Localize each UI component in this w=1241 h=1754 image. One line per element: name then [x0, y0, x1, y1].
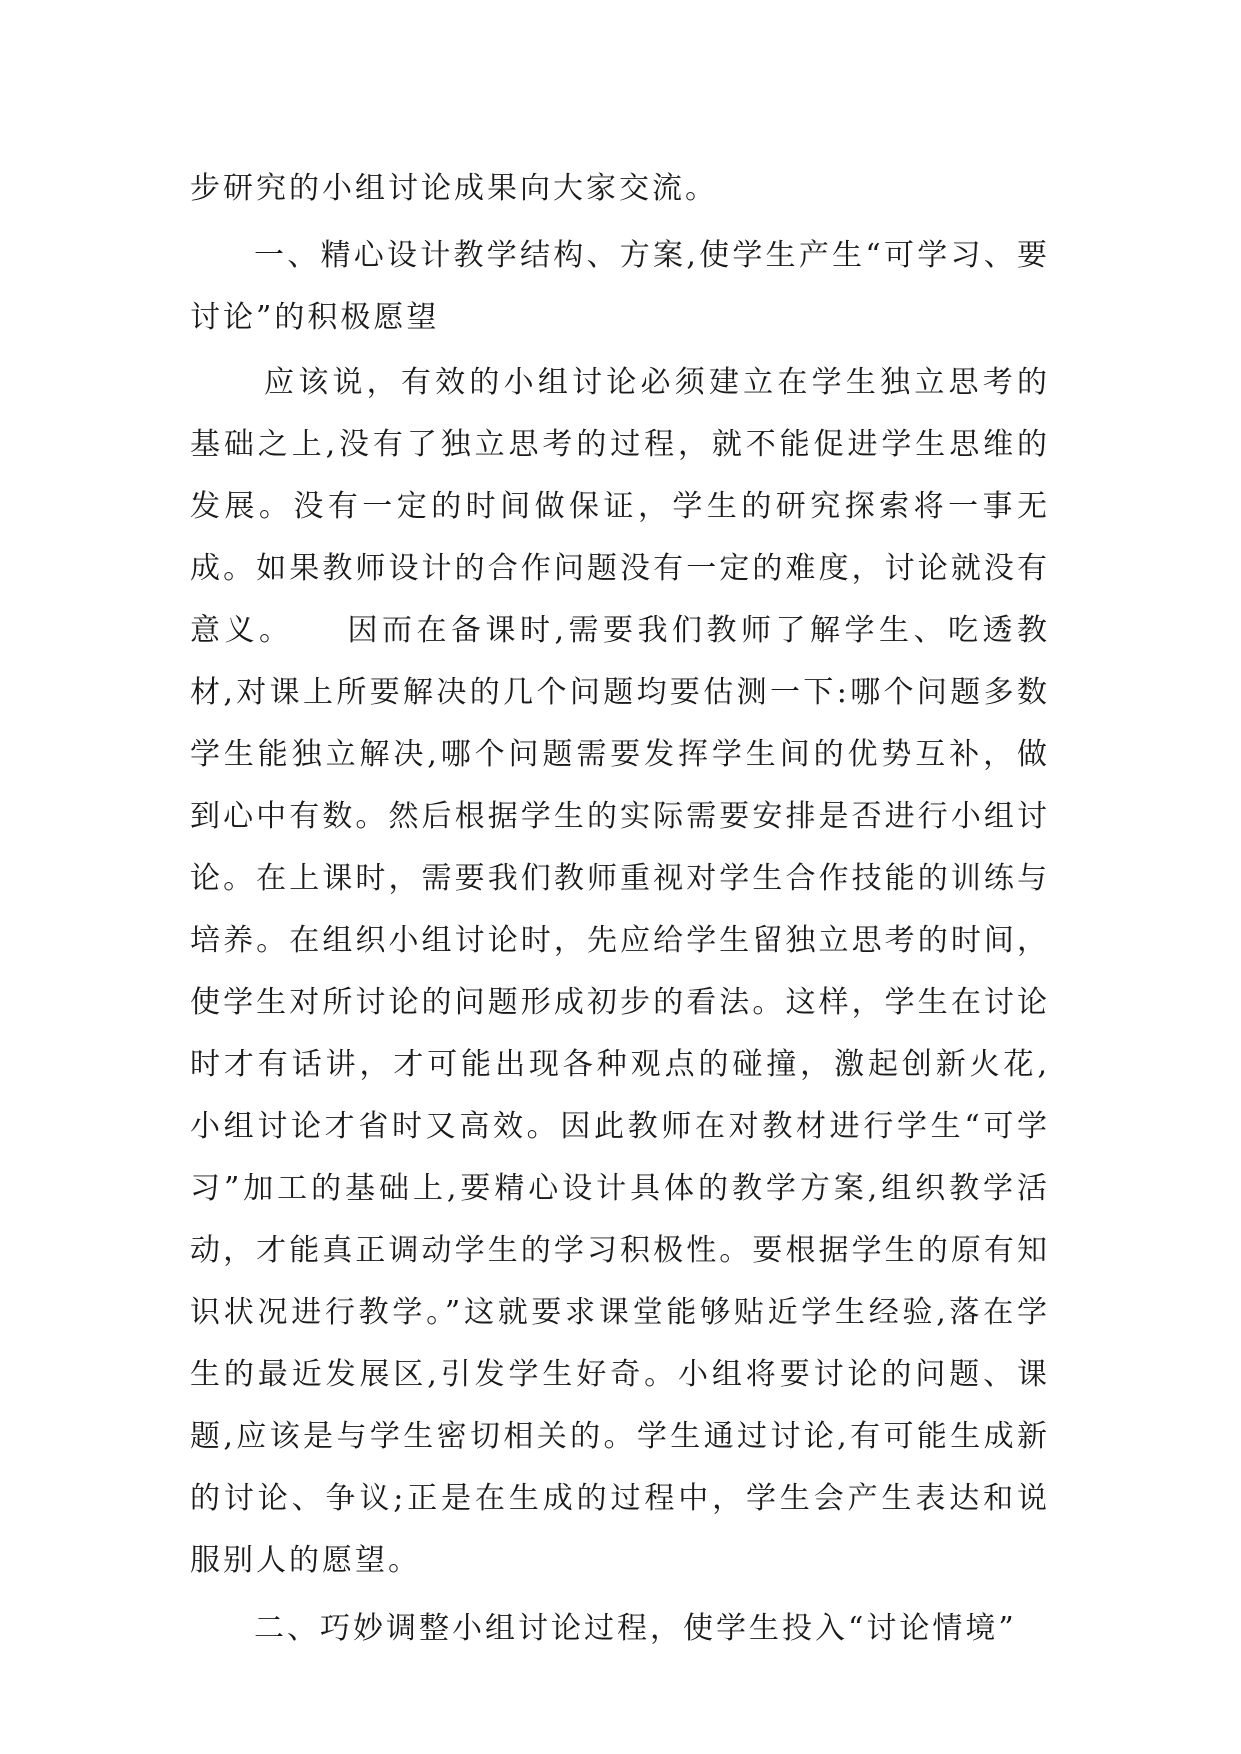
section-heading-two: 二、巧妙调整小组讨论过程，使学生投入“讨论情境”	[254, 1611, 1017, 1646]
text-column	[190, 158, 1050, 1660]
continuation-paragraph: 步研究的小组讨论成果向大家交流。	[190, 171, 718, 206]
section-heading-one: 一、精心设计教学结构、方案,使学生产生“可学习、要讨论”的积极愿望	[190, 238, 1050, 335]
body-paragraph: 应该说，有效的小组讨论必须建立在学生独立思考的基础之上,没有了独立思考的过程，就不能促进学生思维的发展。没有一定的时间做保证，学生的研究探索将一事无成。如果教师设计的合作问题没有一定的难度，讨论就没有意义。 因而在备课时,需要我们教师了解学生、吃透教材,对课上所要解决的几个问题均要估测一下:哪个问题多数学生能独立解决,哪个问题需要发挥学生间的优势互补，做到心中有数。然后根据学生的实际需要安排是否进行小组讨论。在上课时，需要我们教师重视对学生合作技能的训练与培养。在组织小组讨论时，先应给学生留独立思考的时间，使学生对所讨论的问题形成初步的看法。这样，学生在讨论时才有话讲，才可能出现各种观点的碰撞，激起创新火花,小组讨论才省时又高效。因此教师在对教材进行学生“可学习”加工的基础上,要精心设计具体的教学方案,组织教学活动，才能真正调动学生的学习积极性。要根据学生的原有知识状况进行教学。”这就要求课堂能够贴近学生经验,落在学生的最近发展区,引发学生好奇。小组将要讨论的问题、课题,应该是与学生密切相关的。学生通过讨论,有可能生成新的讨论、争议;正是在生成的过程中，学生会产生表达和说服别人的愿望。	[190, 365, 1050, 1578]
